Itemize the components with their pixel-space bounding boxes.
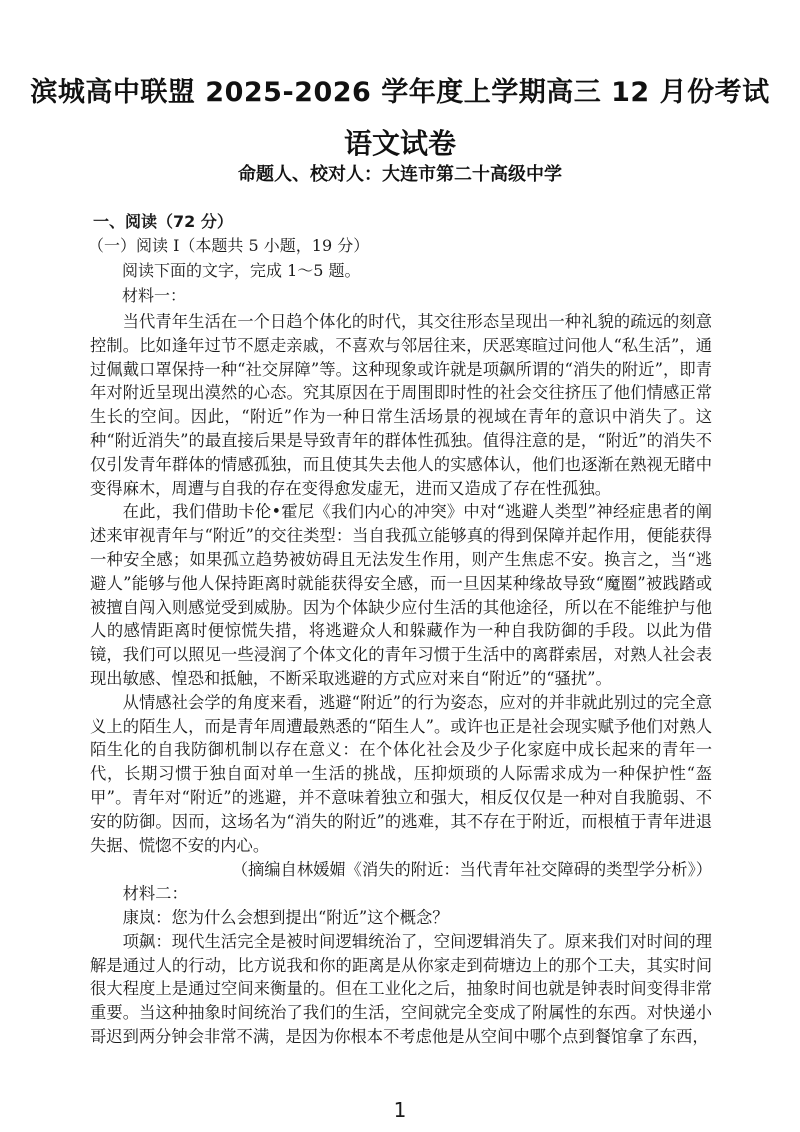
subject-title: 语文试卷 [343,127,456,160]
material1-paragraph: 从情感社会学的角度来看，逃避“附近”的行为姿态，应对的并非就此别过的完全意义上的陌生人，而是青年周遭最熟悉的“陌生人”。或许也正是社会现实赋予他们对熟人陌生化的自我防御机制以存在意义：在个体化社会及少子化家庭中成长起来的青年一代，长期习惯于独自面对单一生活的挑战，压抑烦琐的人际需求成为一种保护性“盔甲”。青年对“附近”的逃避，并不意味着独立和强大，相反仅仅是一种对自我脆弱、不安的防御。因而，这场名为“消失的附近”的逃难，其不存在于附近，而根植于青年进退失据、慌惚不安的内心。 [90,692,712,855]
exam-title: 滨城高中联盟 2025-2026 学年度上学期高三 12 月份考试 [30,77,770,108]
page-number: 1 [393,1098,407,1122]
section-heading: 一、阅读（72 分） [93,212,233,231]
passage-body [90,310,712,1049]
instruction-text: 阅读下面的文字，完成 1～5 题。 [122,261,361,280]
material1-paragraph: 当代青年生活在一个日趋个体化的时代，其交往形态呈现出一种礼貌的疏远的刻意控制。比如逢年过节不愿走亲戚，不喜欢与邻居往来，厌恶寒暄过问他人“私生活”，通过佩戴口罩保持一种“社交屏障”等。这种现象或许就是项飙所谓的“消失的附近”，即青年对附近呈现出漠然的心态。究其原因在于周围即时性的社会交往挤压了他们情感正常生长的空间。因此，“附近”作为一种日常生活场景的视域在青年的意识中消失了。这种“附近消失”的最直接后果是导致青年的群体性孤独。值得注意的是，“附近”的消失不仅引发青年群体的情感孤独，而且使其失去他人的实感体认，他们也逐渐在熟视无睹中变得麻木，周遭与自我的存在变得愈发虚无，进而又造成了存在性孤独。 [90,312,712,498]
material1-label: 材料一： [122,286,187,305]
material1-paragraph: 在此，我们借助卡伦•霍尼《我们内心的冲突》中对“逃避人类型”神经症患者的阐述来审视青年与“附近”的交往类型：当自我孤立能够真的得到保障并起作用，便能获得一种安全感；如果孤立趋势被妨碍且无法发生作用，则产生焦虑不安。换言之，当“逃避人”能够与他人保持距离时就能获得安全感，而一旦因某种缘故导致“魔圈”被践踏或被擅自闯入则感觉受到威胁。因为个体缺少应付生活的其他途径，所以在不能维护与他人的感情距离时便惊慌失措，将逃避众人和躲藏作为一种自我防御的手段。以此为借镜，我们可以照见一些浸润了个体文化的青年习惯于生活中的离群索居，对熟人社会表现出敏感、惶恐和抵触，不断采取逃避的方式应对来自“附近”的“骚扰”。 [90,502,712,688]
sub-section-heading: （一）阅读 I（本题共 5 小题，19 分） [88,236,370,255]
interview-question: 康岚：您为什么会想到提出“附近”这个概念？ [122,907,449,927]
interview-answer: 项飙：现代生活完全是被时间逻辑统治了，空间逻辑消失了。原来我们对时间的理解是通过人的行动，比方说我和你的距离是从你家走到荷塘边上的那个工夫，其实时间很大程度上是通过空间来衡量的。但在工业化之后，抽象时间也就是钟表时间变得非常重要。当这种抽象时间统治了我们的生活，空间就完全变成了附属性的东西。对快递小哥迟到两分钟会非常不满，是因为你根本不考虑他是从空间中哪个点到餐馆拿了东西， [90,931,712,1046]
material2-label: 材料二： [122,884,188,904]
authors-line: 命题人、校对人：大连市第二十高级中学 [238,164,562,185]
material1-source: （摘编自林媛媚《消失的附近：当代青年社交障碍的类型学分析》） [231,860,712,880]
